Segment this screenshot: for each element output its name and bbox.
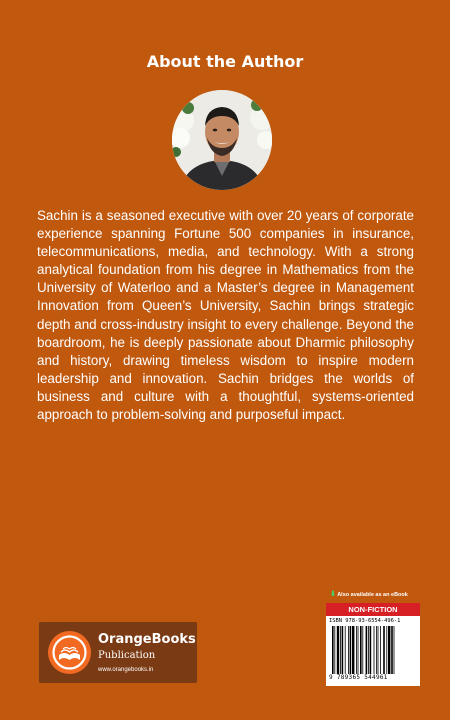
publisher-url: www.orangebooks.in (98, 667, 154, 673)
publisher-logo (39, 622, 197, 683)
publisher-subtitle: Publication (98, 650, 156, 661)
download-arrow-icon: ⬇ (330, 591, 336, 598)
barcode-bars (332, 626, 414, 674)
author-photo (172, 90, 272, 190)
barcode-digits: 9 789365 544961 (329, 674, 388, 681)
ebook-notice-text: Also available as an eBook (337, 592, 408, 598)
isbn-label: ISBN 978-93-6554-496-1 (329, 618, 401, 624)
isbn-barcode (326, 616, 420, 686)
publisher-name: OrangeBooks (98, 632, 196, 647)
author-portrait-illustration (172, 90, 272, 190)
author-bio: Sachin is a seasoned executive with over 20 years of corporate experience spanning Fortune 500 companies in insurance, telecommunications, media, and technology. With a strong analytical foundation from his degree in Mathematics from the University of Waterloo and a Master’s degree in Management Innovation from Queen’s University, Sachin brings strategic depth and cross-industry insight to every challenge. Beyond the boardroom, he is deeply passionate about Dharmic philosophy and history, drawing timeless wisdom to inspire modern leadership and innovation. Sachin bridges the worlds of business and culture with a thoughtful, systems-oriented approach to problem-solving and purposeful impact. (37, 208, 414, 423)
genre-band: NON-FICTION (326, 603, 420, 616)
ebook-notice (330, 590, 420, 598)
open-book-logo-icon (48, 631, 91, 674)
section-heading: About the Author (146, 52, 304, 71)
